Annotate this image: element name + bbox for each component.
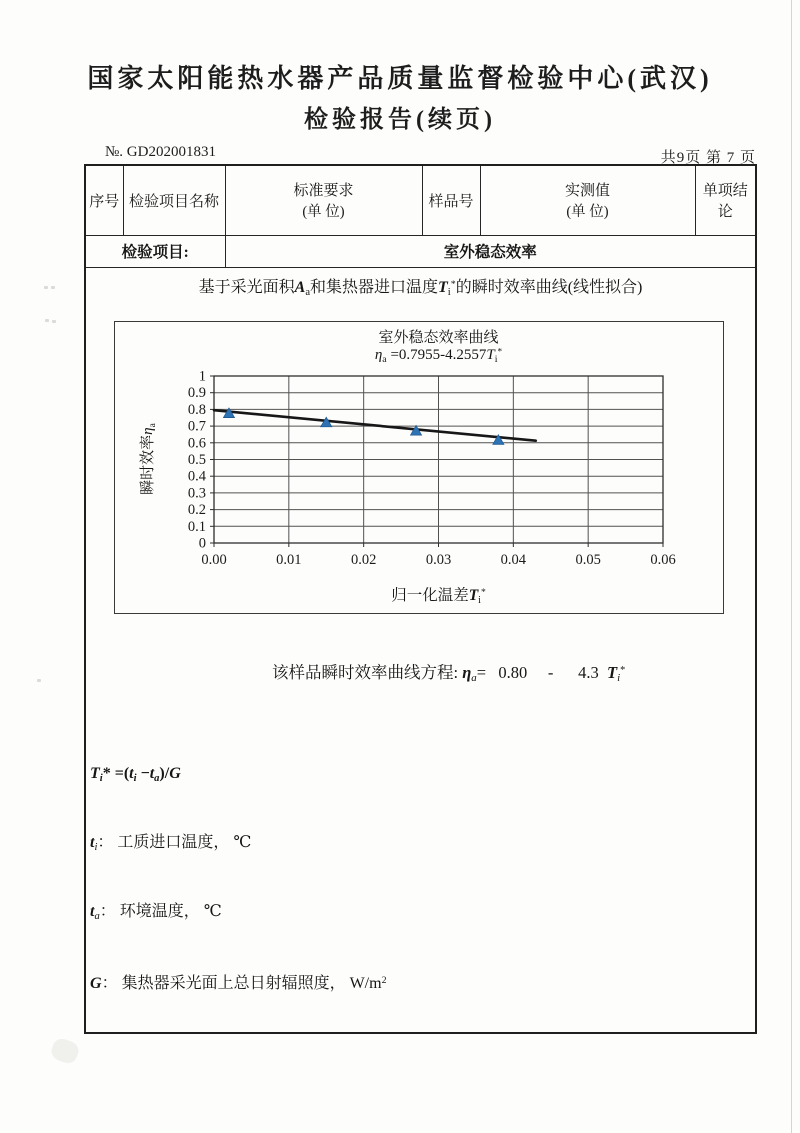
scan-artifact [44, 286, 48, 289]
scan-artifact [37, 679, 41, 682]
report-number: №. GD202001831 [105, 144, 216, 160]
y-tick-label: 1 [198, 368, 206, 384]
table-body-row [85, 267, 756, 1033]
report-content [86, 268, 755, 1032]
result-equation: 该样品瞬时效率曲线方程: $\eta_a= 0.80$ - 4.3 $T_i^*$ [272, 662, 626, 684]
fit-line [214, 410, 536, 441]
formula-definitions [90, 716, 387, 1038]
col-header-standard [225, 165, 422, 235]
x-tick-label: 0.04 [500, 551, 527, 568]
y-tick-label: 0 [198, 535, 206, 551]
y-tick-label: 0.3 [187, 484, 206, 501]
formula-line-inlet-temp: $t_i$： 工质进口温度， ℃ [90, 833, 252, 853]
x-tick-label: 0.05 [575, 551, 601, 568]
col-header-measured-sub: (单 位) [566, 204, 609, 221]
inspection-item-value: 室外稳态效率 [225, 235, 756, 267]
y-tick-label: 0.6 [187, 434, 206, 451]
chart-title: 室外稳态效率曲线 [378, 329, 499, 346]
inspection-item-label: 检验项目: [85, 235, 225, 267]
table-header-row [85, 165, 756, 235]
y-tick-label: 0.7 [187, 418, 206, 435]
chart-caption: 基于采光面积$A_a$和集热器进口温度$T_i^*$的瞬时效率曲线(线性拟合) [198, 278, 643, 298]
formula-line-ambient-temp: $t_a$： 环境温度， ℃ [90, 902, 222, 922]
x-tick-label: 0.01 [276, 551, 302, 568]
scan-artifact [51, 286, 55, 289]
formula-line-ti: $T_i* =(t_i -t_a)/G$ [90, 764, 181, 784]
scan-edge-shadow [791, 0, 793, 1133]
chart-equation: $\eta_a =0.7955-4.2557T_i^*$ [374, 346, 503, 365]
x-tick-label: 0.02 [350, 551, 377, 568]
y-tick-label: 0.8 [187, 401, 206, 418]
inspection-item-row [85, 235, 756, 267]
main-table [84, 164, 757, 1034]
efficiency-chart-plot [115, 322, 723, 613]
col-header-conclusion: 单项结论 [695, 165, 756, 235]
col-header-standard-main: 标准要求 [293, 183, 354, 200]
chart-x-axis-label: 归一化温差$T_i^*$ [391, 586, 486, 606]
col-header-standard-sub: (单 位) [302, 204, 345, 221]
col-header-seq: 序号 [85, 165, 123, 235]
formula-line-irradiance: G： 集热器采光面上总日射辐照度， $W/m^2$ [90, 974, 387, 992]
scan-smudge [49, 1036, 81, 1066]
col-header-measured [480, 165, 695, 235]
y-tick-label: 0.2 [187, 501, 206, 518]
col-header-measured-main: 实测值 [564, 183, 610, 200]
org-title: 国家太阳能热水器产品质量监督检验中心(武汉) [87, 64, 713, 93]
y-tick-label: 0.5 [187, 451, 206, 468]
chart-y-axis-label: 瞬时效率$\eta_a$ [140, 422, 158, 495]
report-title: 检验报告(续页) [304, 107, 496, 133]
scan-artifact [45, 319, 49, 322]
page-counter: 共9页 第 7 页 [660, 150, 756, 166]
col-header-item-name: 检验项目名称 [123, 165, 225, 235]
y-tick-label: 0.4 [187, 468, 206, 485]
y-tick-label: 0.1 [187, 518, 206, 535]
col-header-sample-no: 样品号 [422, 165, 480, 235]
x-tick-label: 0.00 [201, 551, 227, 568]
scan-artifact [52, 320, 56, 323]
x-tick-label: 0.03 [425, 551, 452, 568]
y-tick-label: 0.9 [187, 384, 206, 401]
x-tick-label: 0.06 [650, 551, 676, 568]
efficiency-chart [114, 321, 724, 614]
